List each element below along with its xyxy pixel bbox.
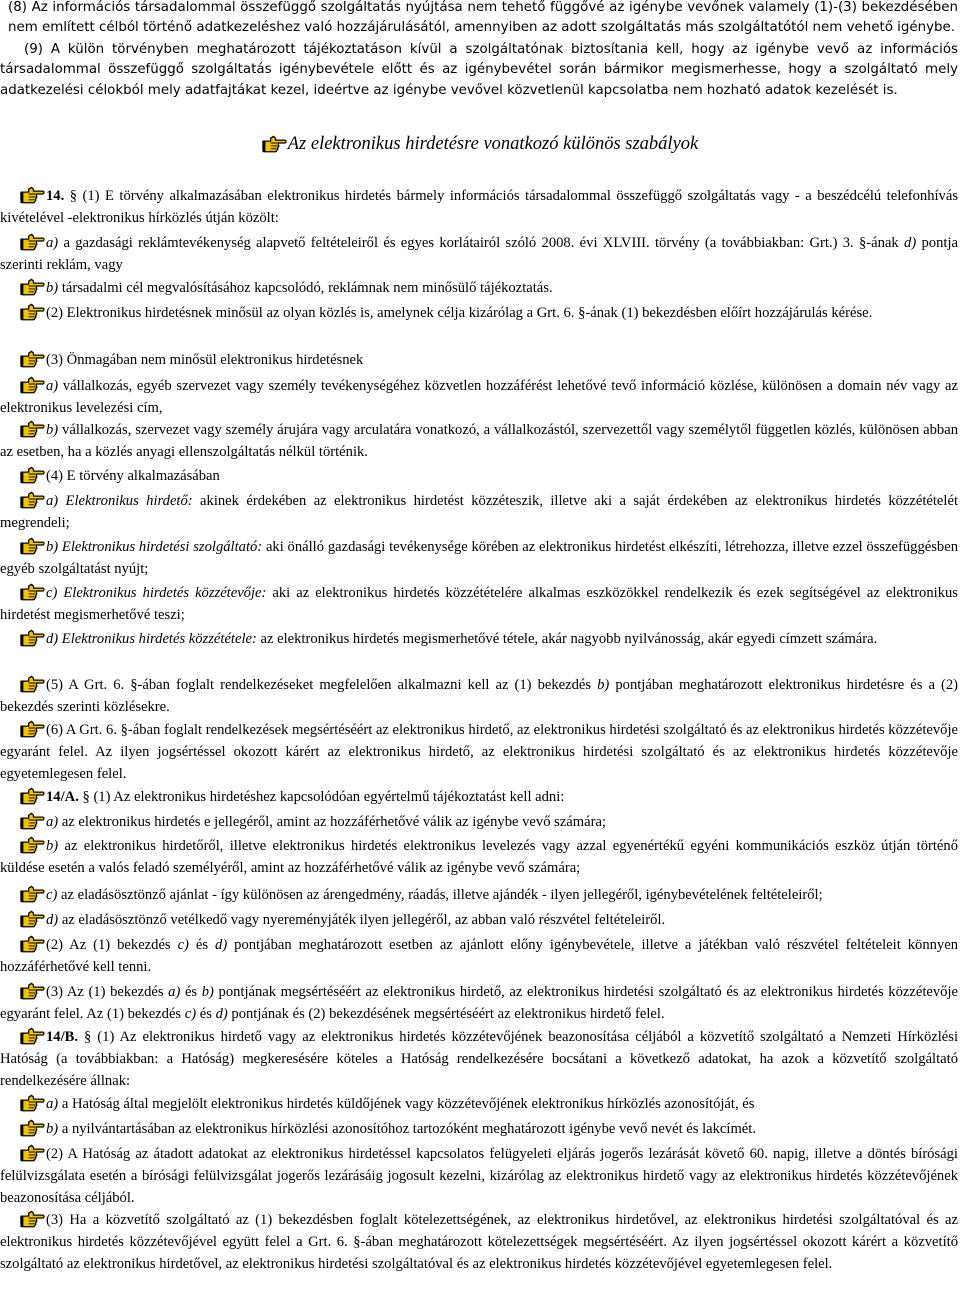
item-ref: d)	[215, 937, 228, 953]
pointing-hand-icon	[20, 583, 45, 601]
item-14-3-b	[0, 420, 958, 464]
paragraph-text: (4) E törvény alkalmazásában	[46, 468, 220, 484]
item-text: akinek érdekében az elektronikus hirdetést közzéteszik, illetve aki a saját érdekében az elektronikus hirdetés közzétételét megrendeli;	[0, 493, 958, 531]
defined-term: b) Elektronikus hirdetési szolgáltató:	[46, 539, 263, 555]
item-text: aki az elektronikus hirdetés közzétételére alkalmas eszközökkel rendelkezik és ezek segítségével az elektronikus hirdetést megismerhetővé teszi;	[0, 585, 958, 623]
item-text: társadalmi cél megvalósításához kapcsolódó, reklámnak nem minősülő tájékoztatás.	[58, 280, 553, 296]
defined-term: a) Elektronikus hirdető:	[46, 493, 193, 509]
item-ref: a)	[168, 984, 181, 1000]
paragraph-text: (2) A Hatóság az átadott adatokat az elektronikus hirdetéssel kapcsolatos felügyeleti eljárás jogerős lezárását követő 60. napig, illetve a döntés bírósági felülvizsgálata esetén a bírósági felülvizsgálat jogerős lezárásáig jogosult kezelni, kizárólag az elektronikus hirdető vagy az elektronikus hirdetés közzétevőjének beazonosítása céljából.	[0, 1146, 958, 1206]
item-text: a Hatóság által megjelölt elektronikus hirdetés küldőjének vagy közzétevőjének elektronikus hírközlés azonosítóját, és	[58, 1096, 755, 1112]
item-text: az elektronikus hirdetés e jellegéről, amint az hozzáférhetővé válik az igénybe vevő számára;	[58, 814, 606, 830]
paragraph-text: Az információs társadalommal összefüggő szolgáltatás nyújtása nem tehető függővé az igénybe vevőnek valamely (1)-(3) bekezdésében nem említett célból történő adatkezeléshez való hozzájárulásától, amennyiben az adott szolgáltatás más szolgáltatótól nem vehető igénybe.	[8, 0, 958, 36]
item-marker: b)	[46, 422, 59, 438]
paragraph-14-2	[0, 303, 958, 325]
item-text: az elektronikus hirdetés megismerhetővé tétele, akár nagyobb nyilvánosság, akár egyedi címzett számára.	[256, 631, 878, 647]
defined-term: c) Elektronikus hirdetés közzétevője:	[46, 585, 267, 601]
item-ref: c)	[184, 1005, 197, 1022]
paragraph-14A-2	[0, 935, 958, 979]
item-marker: a)	[46, 235, 59, 251]
item-14-4-a	[0, 491, 958, 535]
paragraph-text: és	[196, 1005, 216, 1022]
pointing-hand-icon	[20, 910, 45, 928]
pointing-hand-icon	[20, 233, 45, 251]
pointing-hand-icon	[262, 135, 287, 153]
section-number: 14/A.	[46, 789, 79, 805]
paragraph-text: pontjának megsértéséért az elektronikus hirdető, az elektronikus hirdetési szolgáltató és az elektronikus hirdetés közzétevője egyaránt felel. Az (1) bekezdés	[0, 984, 958, 1022]
item-text: az eladásösztönző ajánlat - így különösen az árengedmény, ráadás, illetve ajándék - ilyen jellegéről, igénybevételének feltételeiről;	[57, 887, 823, 903]
section-14B	[0, 1027, 958, 1092]
section-number: 14.	[46, 188, 65, 204]
pointing-hand-icon	[20, 885, 45, 903]
item-14-4-d	[0, 629, 958, 651]
item-text: vállalkozás, egyéb szervezet vagy személy tevékenységéhez közvetlen hozzáférést lehetővé tevő információ közlése, különösen a domain név vagy az elektronikus levelezési cím,	[0, 378, 958, 416]
pointing-hand-icon	[20, 1119, 45, 1137]
heading-text: Az elektronikus hirdetésre vonatkozó különös szabályok	[287, 134, 699, 154]
item-14B-1-a	[0, 1094, 958, 1116]
paragraph-8	[8, 0, 958, 39]
paragraph-marker: (8)	[8, 0, 27, 15]
paragraph-14-5	[0, 675, 958, 719]
paragraph-marker: (9)	[24, 42, 43, 57]
defined-term: d) Elektronikus hirdetés közzététele:	[46, 631, 257, 647]
item-14-4-c	[0, 583, 958, 627]
pointing-hand-icon	[20, 1094, 45, 1112]
paragraph-9	[0, 40, 958, 101]
item-14-4-b	[0, 537, 958, 581]
item-marker: b)	[46, 1121, 59, 1137]
item-text: a gazdasági reklámtevékenység alapvető feltételeiről és egyes korlátairól szóló 2008. évi XLVIII. törvény (a továbbiakban: Grt.) 3. §-ának	[58, 235, 905, 251]
paragraph-text: § (1) Az elektronikus hirdetéshez kapcsolódóan egyértelmű tájékoztatást kell adni:	[78, 789, 565, 805]
paragraph-14-3	[0, 350, 958, 372]
item-14-1-b	[0, 278, 958, 300]
item-14A-1-b	[0, 836, 958, 880]
item-14A-1-d	[0, 910, 958, 932]
paragraph-14-6	[0, 720, 958, 785]
paragraph-text: A külön törvényben meghatározott tájékoztatáson kívül a szolgáltatónak biztosítania kell, hogy az igénybe vevő az információs társadalommal összefüggő szolgáltatás igénybevétele előtt és az igénybevétel során bármikor megismerhesse, hogy a szolgáltató mely adatkezelési célokból mely adatfajtákat kezel, ideértve az igénybe vevővel közvetlenül kapcsolatba nem hozható adatok kezelését is.	[0, 42, 959, 98]
pointing-hand-icon	[20, 376, 45, 394]
pointing-hand-icon	[20, 675, 45, 693]
item-14A-1-a	[0, 812, 958, 834]
pointing-hand-icon	[20, 629, 45, 647]
pointing-hand-icon	[20, 491, 45, 509]
paragraph-text: § (1) Az elektronikus hirdető vagy az elektronikus hirdetés közzétevőjének beazonosítása céljából a közvetítő szolgáltató a Nemzeti Hírközlési Hatóság (a továbbiakban: a Hatóság) megkeresésére köteles a Hatóság rendelkezésére bocsátani a következő adatokat, ha azok a közvetítő szolgáltató rendelkezésére állnak:	[0, 1029, 958, 1089]
paragraph-sign: §	[69, 188, 78, 204]
item-14A-1-c	[0, 885, 958, 907]
pointing-hand-icon	[20, 1027, 45, 1045]
item-ref: d)	[215, 1005, 228, 1022]
pointing-hand-icon	[20, 420, 45, 438]
pointing-hand-icon	[20, 350, 45, 368]
paragraph-14-4	[0, 466, 958, 488]
pointing-hand-icon	[20, 1144, 45, 1162]
item-14-1-a	[0, 233, 958, 277]
section-14	[0, 186, 958, 230]
paragraph-text: (2) Elektronikus hirdetésnek minősül az olyan közlés is, amelynek célja kizárólag a Grt. 6. §-ának (1) bekezdésben előírt hozzájárulás kérése.	[46, 305, 873, 321]
paragraph-text: pontjában meghatározott esetben az ajánlott előny igénybevétele, illetve a játékban való részvétel feltételeit könnyen hozzáférhetővé kell tenni.	[0, 937, 958, 975]
item-text: az elektronikus hirdetőről, illetve elektronikus hirdetés elektronikus levelezés vagy azzal egyenértékű egyéni kommunikációs eszköz útján történő küldése esetén a valós feladó személyéről, amint az hozzáférhetővé válik az igénybe vevő számára;	[0, 838, 958, 876]
section-heading	[0, 131, 960, 157]
paragraph-text: (3) Az (1) bekezdés	[46, 984, 169, 1000]
item-text: a nyilvántartásában az elektronikus hírközlési azonosítóhoz tartozóként meghatározott igénybe vevő nevét és lakcímét.	[58, 1121, 756, 1137]
paragraph-text: és	[188, 937, 216, 953]
paragraph-14A-3	[0, 982, 958, 1026]
item-text: vállalkozás, szervezet vagy személy árujára vagy arculatára vonatkozó, a vállalkozástól, szervezettől vagy személytől független közlés, különösen abban az esetben, ha a közlés anyagi ellenszolgáltatás nélkül történik.	[0, 422, 958, 460]
item-text: aki önálló gazdasági tevékenysége körében az elektronikus hirdetést elkészíti, létrehozza, illetve ezzel összefüggésben egyéb szolgáltatást nyújt;	[0, 539, 958, 577]
pointing-hand-icon	[20, 303, 45, 321]
item-text: pontja szerinti reklám, vagy	[0, 235, 958, 273]
item-14-3-a	[0, 376, 958, 420]
paragraph-14B-2	[0, 1144, 958, 1209]
item-marker: b)	[46, 280, 59, 296]
paragraph-text: és	[180, 984, 202, 1000]
item-marker: a)	[46, 814, 59, 830]
item-marker: a)	[46, 1096, 59, 1112]
pointing-hand-icon	[20, 537, 45, 555]
paragraph-text: (3) Önmagában nem minősül elektronikus hirdetésnek	[46, 352, 364, 368]
section-14A	[0, 787, 958, 809]
paragraph-text: (3) Ha a közvetítő szolgáltató az (1) bekezdésben foglalt kötelezettségének, az elektronikus hirdetővel, az elektronikus hirdetési szolgáltatóval és az elektronikus hirdetés közzétevőjével együtt felel a Grt. 6. §-ában meghatározott kötelezettségek megsértéséért. Az ilyen jogsértéssel okozott kárért a közvetítő szolgáltató az elektronikus hirdetővel, az elektronikus hirdetési szolgáltatóval és az elektronikus hirdetés közzétevőjével egyetemlegesen felel.	[0, 1212, 958, 1272]
pointing-hand-icon	[20, 720, 45, 738]
paragraph-text: (6) A Grt. 6. §-ában foglalt rendelkezések megsértéséért az elektronikus hirdető, az elektronikus hirdetési szolgáltató és az elektronikus hirdetés közzétevője egyaránt felel. Az ilyen jogsértéssel okozott kárért az elektronikus hirdető, az elektronikus hirdetési szolgáltató és az elektronikus hirdetés közzétevője egyetemlegesen felel.	[0, 722, 958, 782]
paragraph-text: (2) Az (1) bekezdés	[46, 937, 178, 953]
item-marker: d)	[46, 912, 59, 928]
pointing-hand-icon	[20, 787, 45, 805]
item-marker: b)	[46, 838, 59, 854]
section-number: 14/B.	[46, 1029, 79, 1045]
item-14B-1-b	[0, 1119, 958, 1141]
pointing-hand-icon	[20, 466, 45, 484]
paragraph-text: pontjában meghatározott elektronikus hirdetésre és a (2) bekezdés szerinti közlésekre.	[0, 677, 959, 715]
paragraph-text: (5) A Grt. 6. §-ában foglalt rendelkezéseket megfelelően alkalmazni kell az (1) bekezdés	[46, 677, 598, 693]
item-marker: a)	[46, 378, 59, 394]
item-ref: c)	[177, 937, 189, 953]
pointing-hand-icon	[20, 812, 45, 830]
item-ref: d)	[904, 235, 917, 251]
pointing-hand-icon	[20, 278, 45, 296]
item-ref: b)	[201, 984, 214, 1000]
pointing-hand-icon	[20, 982, 45, 1000]
paragraph-text: pontjának és (2) bekezdésének megsértéséért az elektronikus hirdető felel.	[227, 1005, 665, 1022]
pointing-hand-icon	[20, 1210, 45, 1228]
pointing-hand-icon	[20, 186, 45, 204]
pointing-hand-icon	[20, 935, 45, 953]
item-ref: b)	[597, 677, 610, 693]
paragraph-text: (1) E törvény alkalmazásában elektronikus hirdetés bármely információs társadalommal összefüggő szolgáltatás vagy - a beszédcélú telefonhívás kivételével -elektronikus hírközlés útján közölt:	[0, 188, 959, 226]
paragraph-14B-3	[0, 1210, 958, 1275]
item-text: az eladásösztönző vetélkedő vagy nyereményjáték ilyen jellegéről, az abban való részvétel feltételeiről.	[58, 912, 666, 928]
item-marker: c)	[46, 887, 58, 903]
pointing-hand-icon	[20, 836, 45, 854]
